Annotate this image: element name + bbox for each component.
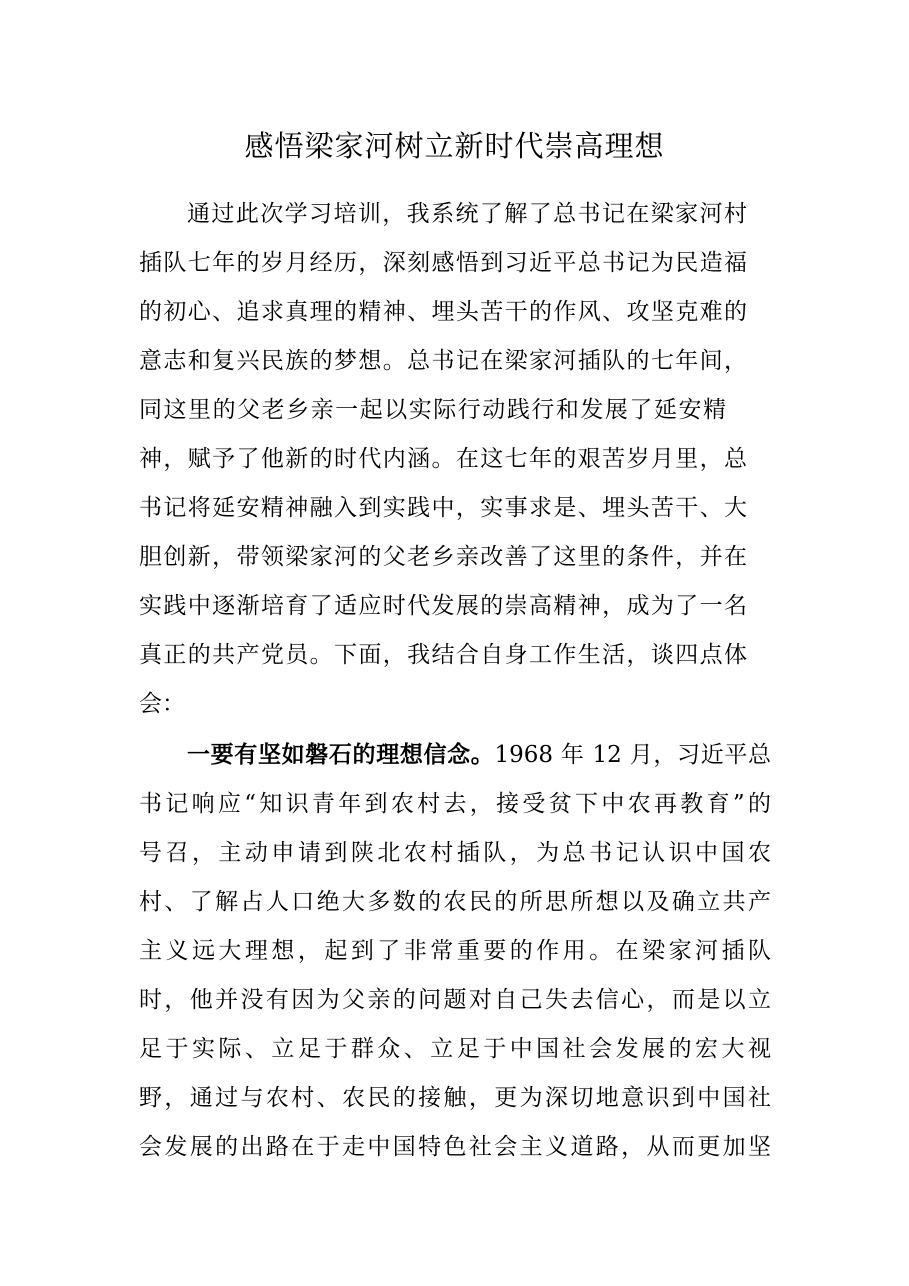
paragraph-2-line-8: 野，通过与农村、农民的接触，更为深切地意识到中国社 [139, 1085, 771, 1111]
paragraph-1-line-1: 通过此次学习培训，我系统了解了总书记在梁家河村 [187, 201, 747, 227]
paragraph-2-line-7: 足于实际、立足于群众、立足于中国社会发展的宏大视 [139, 1036, 771, 1062]
paragraph-1-line-6: 神，赋予了他新的时代内涵。在这七年的艰苦岁月里，总 [139, 446, 747, 472]
paragraph-1-line-9: 实践中逐渐培育了适应时代发展的崇高精神，成为了一名 [139, 593, 747, 619]
paragraph-1-line-7: 书记将延安精神融入到实践中，实事求是、埋头苦干、大 [139, 495, 747, 521]
paragraph-1-line-10: 真正的共产党员。下面，我结合自身工作生活，谈四点体 [139, 642, 747, 668]
paragraph-1-line-5: 同这里的父老乡亲一起以实际行动践行和发展了延安精 [139, 397, 726, 423]
paragraph-2-line-9: 会发展的出路在于走中国特色社会主义道路，从而更加坚 [139, 1134, 771, 1160]
paragraph-1-line-2: 插队七年的岁月经历，深刻感悟到习近平总书记为民造福 [139, 250, 747, 276]
paragraph-2-line-4: 村、了解占人口绝大多数的农民的所思所想以及确立共产 [139, 889, 771, 915]
paragraph-2-line-1 [187, 739, 771, 771]
paragraph-1-line-4: 意志和复兴民族的梦想。总书记在梁家河插队的七年间， [139, 348, 747, 374]
paragraph-2-line-3: 号召，主动申请到陕北农村插队，为总书记认识中国农 [139, 840, 771, 866]
paragraph-2-line-2: 书记响应“知识青年到农村去，接受贫下中农再教育”的 [139, 791, 771, 817]
paragraph-2-line-5: 主义远大理想，起到了非常重要的作用。在梁家河插队 [139, 938, 771, 964]
paragraph-1-line-8: 胆创新，带领梁家河的父老乡亲改善了这里的条件，并在 [139, 544, 747, 570]
paragraph-2-first-line-rest: 1968 年 12 月，习近平总 [494, 742, 772, 768]
document-title: 感悟梁家河树立新时代崇高理想 [244, 129, 665, 163]
paragraph-2-lead: 一要有坚如磐石的理想信念。 [187, 742, 495, 768]
paragraph-1-line-3: 的初心、追求真理的精神、埋头苦干的作风、攻坚克难的 [139, 299, 747, 325]
paragraph-1-line-11: 会： [139, 691, 185, 717]
paragraph-2-line-6: 时，他并没有因为父亲的问题对自己失去信心，而是以立 [139, 987, 771, 1013]
